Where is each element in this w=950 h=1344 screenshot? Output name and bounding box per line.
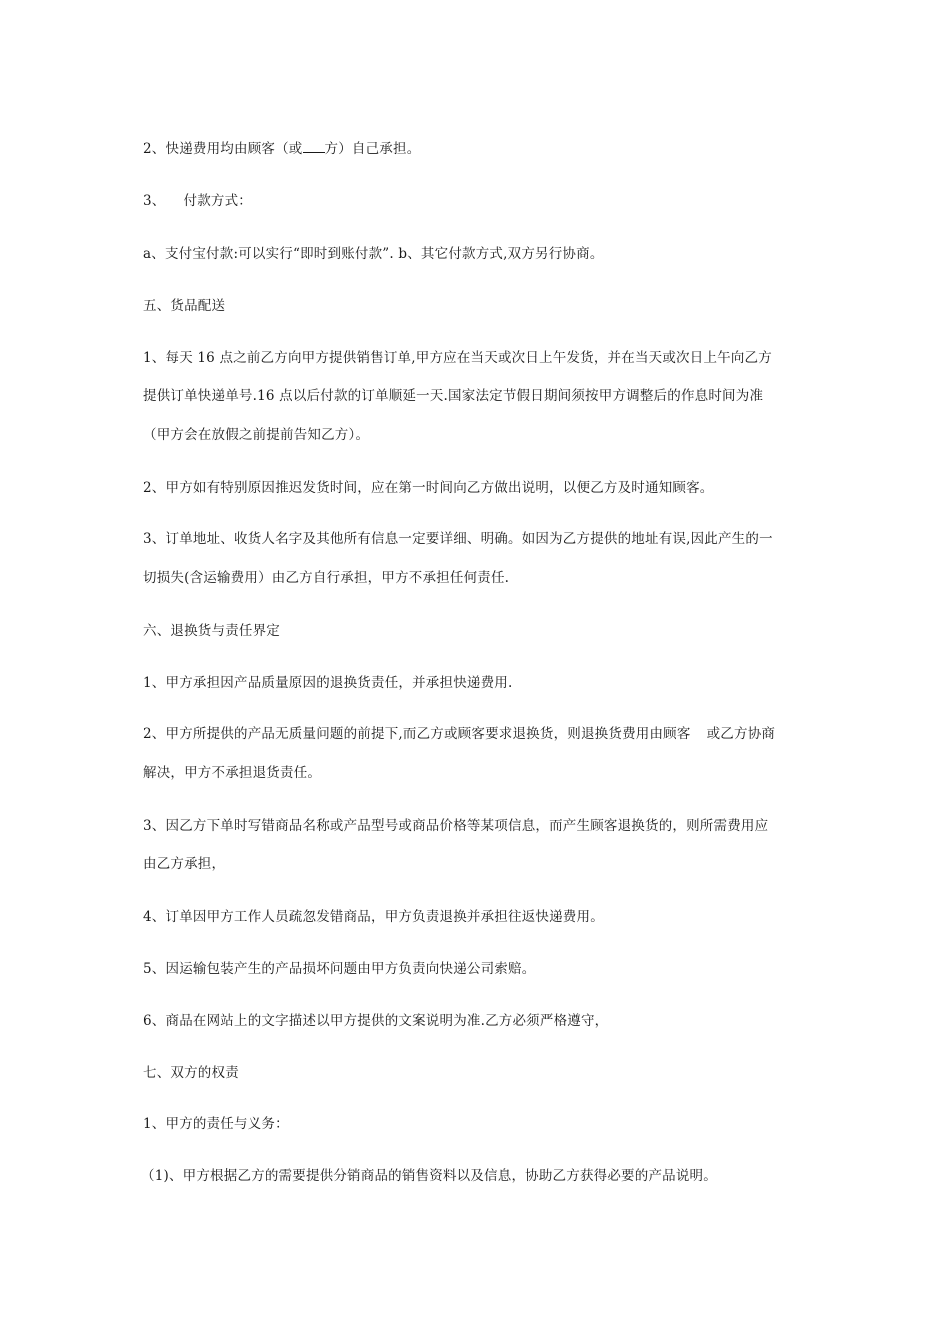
section-7-item-1-sub-1: （1)、甲方根据乙方的需要提供分销商品的销售资料以及信息，协助乙方获得必要的产品说明。 <box>141 1168 717 1184</box>
shipping-fee-prefix: 2、快递费用均由顾客（或 <box>143 141 303 157</box>
section-5-item-1-line-3: （甲方会在放假之前提前告知乙方）。 <box>143 427 370 443</box>
section-6-heading: 六、退换货与责任界定 <box>143 623 280 639</box>
section-6-item-3-line-2: 由乙方承担， <box>143 856 226 872</box>
section-6-item-2-part-1: 2、甲方所提供的产品无质量问题的前提下,而乙方或顾客要求退换货，则退换货费用由顾客 <box>143 726 691 742</box>
payment-options-text: a、支付宝付款:可以实行“即时到账付款”. b、其它付款方式,双方另行协商。 <box>143 246 604 262</box>
section-6-item-2-line-1 <box>143 725 775 743</box>
shipping-fee-clause <box>143 140 420 158</box>
fill-in-blank <box>303 140 325 153</box>
section-6-item-6: 6、商品在网站上的文字描述以甲方提供的文案说明为准.乙方必须严格遵守， <box>143 1013 609 1029</box>
section-6-item-2-part-2: 或乙方协商 <box>706 726 776 742</box>
section-5-item-1-line-1: 1、每天 16 点之前乙方向甲方提供销售订单,甲方应在当天或次日上午发货，并在当天或次日上午向乙方 <box>143 350 772 366</box>
payment-method-clause <box>143 192 252 210</box>
payment-method-label: 付款方式： <box>183 193 252 209</box>
section-7-heading: 七、双方的权责 <box>143 1065 239 1081</box>
section-6-item-1: 1、甲方承担因产品质量原因的退换货责任，并承担快递费用. <box>143 675 513 691</box>
section-5-item-3-line-1: 3、订单地址、收货人名字及其他所有信息一定要详细、明确。如因为乙方提供的地址有误,因此产生的一 <box>143 531 773 547</box>
section-5-heading: 五、货品配送 <box>143 298 226 314</box>
section-5-item-2: 2、甲方如有特别原因推迟发货时间，应在第一时间向乙方做出说明，以便乙方及时通知顾客。 <box>143 480 714 496</box>
payment-method-number: 3、 <box>143 193 166 209</box>
shipping-fee-suffix: 方）自己承担。 <box>324 141 421 157</box>
section-6-item-2-line-2: 解决，甲方不承担退货责任。 <box>143 765 322 781</box>
section-6-item-3-line-1: 3、因乙方下单时写错商品名称或产品型号或商品价格等某项信息，而产生顾客退换货的，则所需费用应 <box>143 818 769 834</box>
section-7-item-1: 1、甲方的责任与义务： <box>143 1116 289 1132</box>
section-6-item-5: 5、因运输包装产生的产品损坏问题由甲方负责向快递公司索赔。 <box>143 961 536 977</box>
section-5-item-3-line-2: 切损失(含运输费用）由乙方自行承担，甲方不承担任何责任. <box>143 570 510 586</box>
section-5-item-1-line-2: 提供订单快递单号.16 点以后付款的订单顺延一天.国家法定节假日期间须按甲方调整后的作息时间为准 <box>143 388 764 404</box>
section-6-item-4: 4、订单因甲方工作人员疏忽发错商品，甲方负责退换并承担往返快递费用。 <box>143 909 604 925</box>
